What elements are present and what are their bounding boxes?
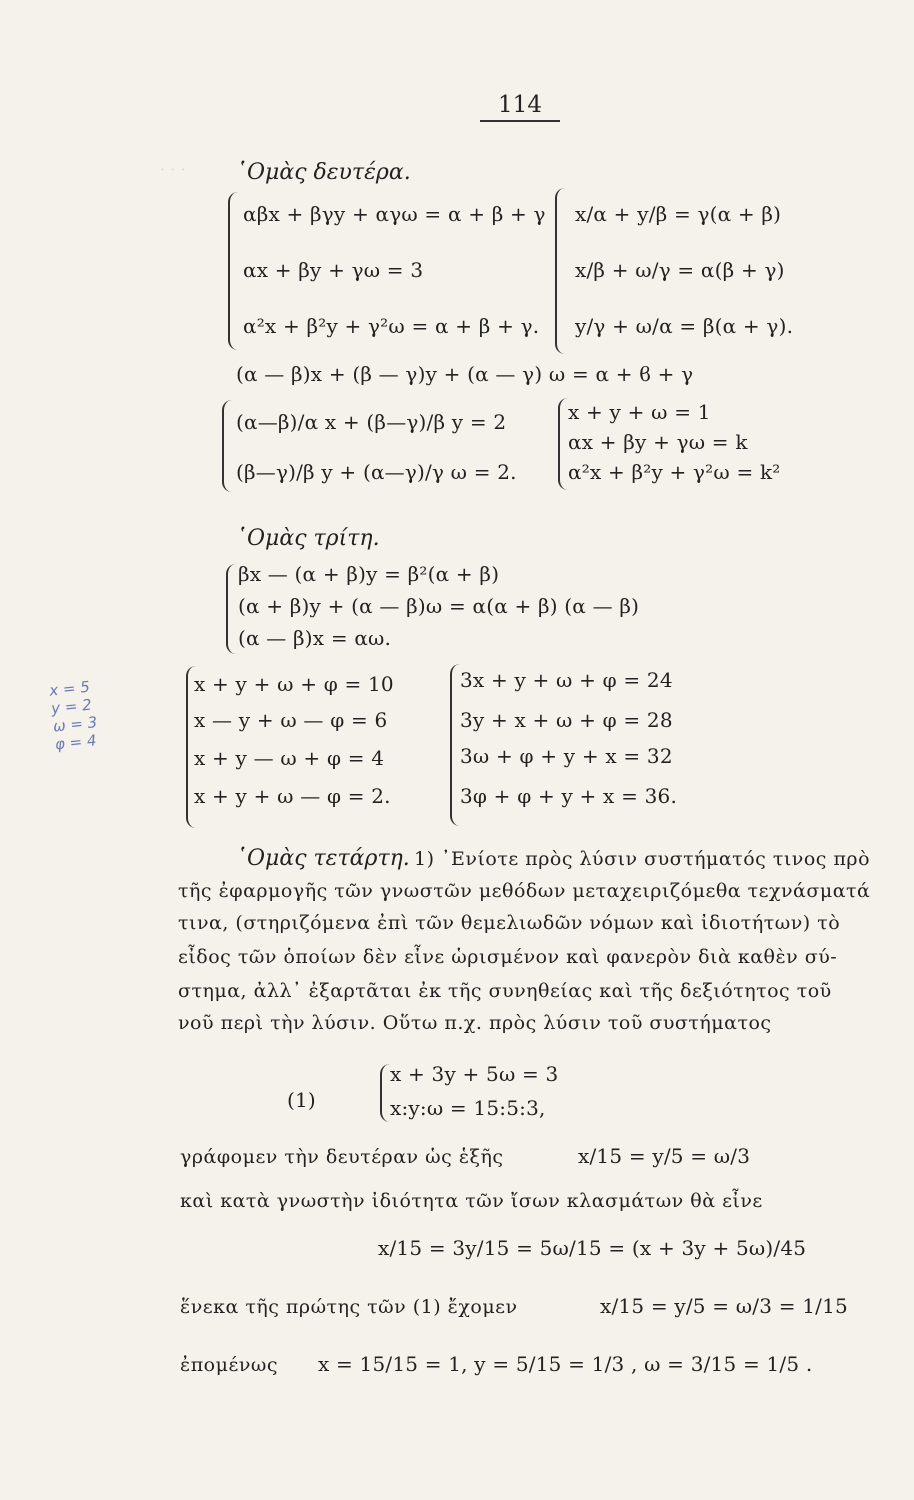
left-brace [228,192,240,350]
equation: x + y + ω = 1 [568,400,711,424]
equation: 3φ + φ + y + x = 36. [460,784,678,808]
equation: x/15 = 3y/15 = 5ω/15 = (x + 3y + 5ω)/45 [378,1236,807,1260]
paragraph-line: στημα, ἀλλ᾿ ἐξαρτᾶται ἐκ τῆς συνηθείας καὶ τῆς δεξιότητος τοῦ [178,980,832,1002]
group4-heading: ῾Ομὰς τετάρτη. [236,846,410,871]
equation: x/15 = y/5 = ω/3 [578,1144,751,1168]
note-line: ω = 3 [52,713,99,736]
text-line: γράφομεν τὴν δευτέραν ὡς ἑξῆς [180,1146,504,1168]
equation: αx + βy + γω = 3 [243,258,424,282]
equation: x + y + ω — φ = 2. [194,784,391,808]
note-line: x = 5 [48,677,91,700]
equation: αβx + βγy + αγω = α + β + γ [243,202,546,226]
equation: x/15 = y/5 = ω/3 = 1/15 [600,1294,848,1318]
group3-heading: ῾Ομὰς τρίτη. [236,526,380,551]
page-number: 114 [480,92,560,122]
bleed-through-text: · · · [160,160,186,179]
left-brace [226,564,238,654]
equation: αx + βy + γω = k [568,430,748,454]
text-line: ἕνεκα τῆς πρώτης τῶν (1) ἔχομεν [180,1296,518,1318]
equation: 3y + x + ω + φ = 28 [460,708,673,732]
note-line: y = 2 [50,695,93,718]
right-brace [555,188,567,354]
equation: 3x + y + ω + φ = 24 [460,668,673,692]
equation: x + 3y + 5ω = 3 [390,1062,559,1086]
equation-label: (1) [287,1088,316,1112]
paragraph-line: νοῦ περὶ τὴν λύσιν. Οὕτω π.χ. πρὸς λύσιν τοῦ συστήματος [178,1012,772,1034]
paragraph-line: τῆς ἐφαρμογῆς τῶν γνωστῶν μεθόδων μεταχειριζόμεθα τεχνάσματά [178,880,871,902]
equation: x + y + ω + φ = 10 [194,672,394,696]
text-line: καὶ κατὰ γνωστὴν ἰδιότητα τῶν ἴσων κλασμάτων θὰ εἶνε [180,1190,763,1212]
note-line: φ = 4 [54,731,98,754]
equation: (α + β)y + (α — β)ω = α(α + β) (α — β) [238,594,640,618]
equation: (α — β)x = αω. [238,626,392,650]
text-line: ἐπομένως [180,1354,278,1376]
equation: (α — β)x + (β — γ)y + (α — γ) ω = α + ϐ + γ [236,362,694,386]
equation: x = 15/15 = 1, y = 5/15 = 1/3 , ω = 3/15 = 1/5 . [318,1352,813,1376]
left-brace [222,400,234,492]
equation: α²x + β²y + γ²ω = k² [568,460,781,484]
equation: 3ω + φ + y + x = 32 [460,744,673,768]
equation: x + y — ω + φ = 4 [194,746,385,770]
equation: x/α + y/β = γ(α + β) [575,202,782,226]
equation: x/β + ω/γ = α(β + γ) [575,258,785,282]
equation: x:y:ω = 15:5:3, [390,1096,546,1120]
equation: y/γ + ω/α = β(α + γ). [575,314,794,338]
paragraph-line: 1) ᾿Ενίοτε πρὸς λύσιν συστήματός τινος πρὸ [414,848,871,870]
handwritten-margin-notes [48,675,125,754]
paragraph-line: τινα, (στηριζόμενα ἐπὶ τῶν θεμελιωδῶν νόμων καὶ ἰδιοτήτων) τὸ [178,912,841,934]
equation: (β—γ)/β y + (α—γ)/γ ω = 2. [236,460,517,484]
paragraph-line: εἶδος τῶν ὁποίων δὲν εἶνε ὡρισμένον καὶ φανερὸν διὰ καθὲν σύ- [178,946,838,968]
group2-heading: ῾Ομὰς δευτέρα. [236,160,411,185]
equation: (α—β)/α x + (β—γ)/β y = 2 [236,410,507,434]
equation: x — y + ω — φ = 6 [194,708,388,732]
equation: βx — (α + β)y = β²(α + β) [238,562,500,586]
equation: α²x + β²y + γ²ω = α + β + γ. [243,314,540,338]
